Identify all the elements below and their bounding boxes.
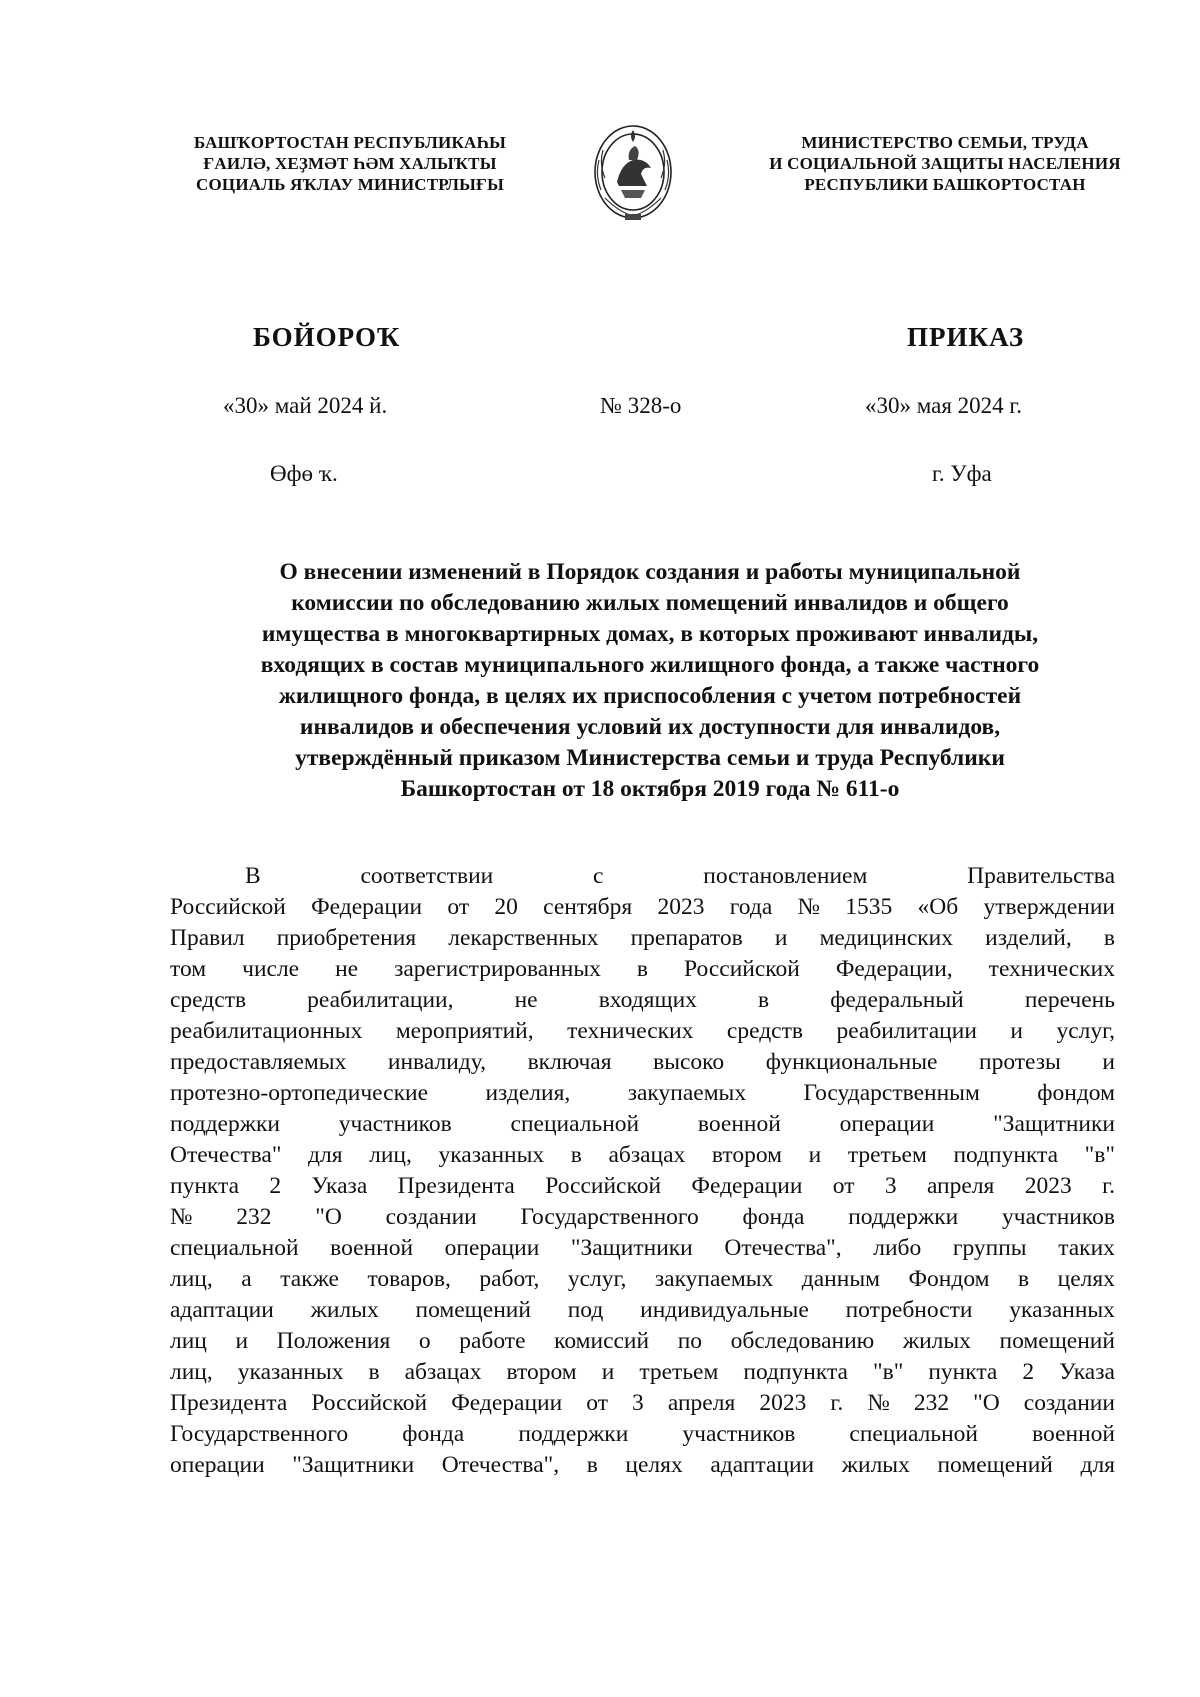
order-number: № 328-о [600,393,682,418]
body-line: Правил приобретения лекарственных препаратов и медицинских изделий, в [170,925,1115,951]
subject-line: имущества в многоквартирных домах, в которых проживают инвалиды, [261,621,1039,647]
body-line: поддержки участников специальной военной операции "Защитники [170,1111,1115,1137]
bashkortostan-coat-of-arms-icon [585,120,681,230]
order-body-paragraph [170,861,1115,1481]
header-ru-line: РЕСПУБЛИКИ БАШКОРТОСТАН [804,175,1086,194]
header-ba-ministry [160,132,540,195]
subject-line: утверждённый приказом Министерства семьи и труда Республики [295,745,1005,771]
subject-line: Башкортостан от 18 октября 2019 года № 611-о [400,776,900,802]
body-line: лиц и Положения о работе комиссий по обследованию жилых помещений [170,1328,1115,1354]
header-ru-line: МИНИСТЕРСТВО СЕМЬИ, ТРУДА [801,133,1089,152]
order-city-ba: Өфө ҡ. [270,461,338,486]
order-subject [170,557,1130,805]
body-line: пункта 2 Указа Президента Российской Федерации от 3 апреля 2023 г. [170,1173,1115,1199]
body-line: Президента Российской Федерации от 3 апреля 2023 г. № 232 "О создании [170,1390,1115,1416]
subject-line: комиссии по обследованию жилых помещений инвалидов и общего [291,590,1009,616]
order-city-ru: г. Уфа [932,461,992,486]
order-date-ru: «30» мая 2024 г. [865,393,1023,418]
order-date-ba: «30» май 2024 й. [223,393,388,418]
header-ba-line: БАШҠОРТОСТАН РЕСПУБЛИКАҺЫ [193,133,507,152]
order-title-ba: БОЙОРОҠ [253,322,401,352]
body-line: средств реабилитации, не входящих в федеральный перечень [170,987,1115,1013]
body-line: В соответствии с постановлением Правительства [245,863,1115,889]
body-line: протезно-ортопедические изделия, закупаемых Государственным фондом [170,1080,1115,1106]
header-ba-line: СОЦИАЛЬ ЯҠЛАУ МИНИСТРЛЫҒЫ [196,175,504,194]
body-line: специальной военной операции "Защитники Отечества", либо группы таких [170,1235,1115,1261]
body-line: лиц, а также товаров, работ, услуг, закупаемых данным Фондом в целях [170,1266,1115,1292]
body-line: предоставляемых инвалиду, включая высоко функциональные протезы и [170,1049,1115,1075]
body-line: реабилитационных мероприятий, технических средств реабилитации и услуг, [170,1018,1115,1044]
body-line: том числе не зарегистрированных в Российской Федерации, технических [170,956,1115,982]
header-ba-line: ҒАИЛӘ, ХЕҘМӘТ ҺӘМ ХАЛЫҠТЫ [203,154,497,173]
header-ru-ministry [725,132,1165,195]
order-title-ru: ПРИКАЗ [907,322,1025,352]
subject-line: жилищного фонда, в целях их приспособления с учетом потребностей [278,683,1022,709]
body-line: № 232 "О создании Государственного фонда поддержки участников [170,1204,1115,1230]
subject-line: инвалидов и обеспечения условий их доступности для инвалидов, [299,714,1001,740]
body-line: лиц, указанных в абзацах втором и третьем подпункта "в" пункта 2 Указа [170,1359,1115,1385]
body-line: Государственного фонда поддержки участников специальной военной [170,1421,1115,1447]
body-line: адаптации жилых помещений под индивидуальные потребности указанных [170,1297,1115,1323]
body-line: операции "Защитники Отечества", в целях адаптации жилых помещений для [170,1452,1115,1478]
body-line: Российской Федерации от 20 сентября 2023 года № 1535 «Об утверждении [170,894,1115,920]
subject-line: входящих в состав муниципального жилищного фонда, а также частного [260,652,1040,678]
header-ru-line: И СОЦИАЛЬНОЙ ЗАЩИТЫ НАСЕЛЕНИЯ [769,154,1121,173]
body-line: Отечества" для лиц, указанных в абзацах втором и третьем подпункта "в" [170,1142,1115,1168]
subject-line: О внесении изменений в Порядок создания и работы муниципальной [279,559,1021,585]
